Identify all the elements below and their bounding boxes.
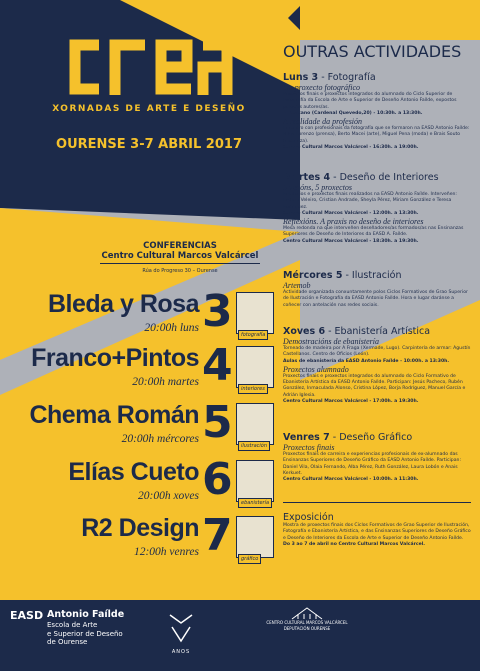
- activity-day: [283, 172, 471, 245]
- centro-cultural-logo: [290, 606, 324, 620]
- anos-text: ANOS: [171, 649, 191, 655]
- school-name: Antonio Faílde: [47, 609, 125, 620]
- speaker-day-number: 7: [202, 510, 233, 561]
- speaker-name: Franco+Pintos: [31, 344, 199, 372]
- conferences-header: [100, 241, 260, 274]
- activity-text: Proxectos finais e proxectos integrados do alumnado do Ciclo Formativo de Ebanistería Artística da EASD Antonio Faílde. Participan: Jesús Pacheco, Rubén González, Inmaculada Alonso, Cristina López, Borja Rodríguez, Manuel García e Adrián Iglesia.: [283, 373, 466, 398]
- activity-place: Centro Cultural Marcos Valcárcel - 12:00h. a 13:30h.: [283, 210, 419, 216]
- speaker-row: [0, 397, 282, 461]
- speaker-row: [0, 510, 282, 574]
- speaker-name: Bleda y Rosa: [47, 290, 199, 318]
- activity-text: Mesa redonda na que interveñen deseñadores/as formados/as nas Ensinanzas Superiores de Deseño de Interiores da EASD A. Faílde.: [283, 226, 464, 238]
- activity-text: Actividade organizada conxuntamente polos Ciclos Formativos de Grao Superior de Ilustración e Fotografía da EASD Antonio Faílde. Hora e lugar daránse a coñecer con antelación nas redes sociais.: [283, 290, 468, 308]
- portrait-photo-icon: [236, 292, 274, 334]
- speaker-day-number: 6: [202, 454, 233, 505]
- speaker-time: 20:00h martes: [132, 376, 199, 388]
- speaker-name: Chema Román: [29, 401, 199, 429]
- speaker-time: 20:00h mércores: [121, 433, 199, 445]
- speaker-day-number: 3: [202, 286, 233, 337]
- activity-text: Torneado de madeira por A Fraga (Xermade, Lugo). Carpintería de armar: Agustín Castellanos. Centro de Oficios (León).: [283, 346, 471, 358]
- crea-logo: [63, 33, 233, 101]
- conferences-heading: CONFERENCIAS: [143, 241, 217, 251]
- speaker-row: [0, 340, 282, 404]
- activity-place: Aulas de ebanistería da EASD Antonio Faílde - 10:00h. a 13:30h.: [283, 358, 450, 364]
- activity-day-title: Mércores 5 - Ilustración: [283, 270, 402, 281]
- portrait-photo-icon: [236, 516, 274, 558]
- exposicion-title: Exposición: [283, 512, 334, 523]
- conferences-venue: Centro Cultural Marcos Valcárcel: [100, 251, 260, 264]
- speaker-name: Elías Cueto: [68, 458, 199, 486]
- activity-subtitle: Un proxecto fotográfico: [283, 83, 361, 92]
- school-description: Escola de Arte e Superior de Deseño de Ourense: [47, 621, 123, 646]
- activity-text: Proxectos finais de carreira e experiencias profesionais de ex-alumnado das Ensinanzas Superiores de Deseño Gráfico da EASD Antonio Faílde. Participan: Daniel Vila, Olaia Fernando, Alba Pérez, Ruth González, Laura Lobón e Anais Kerkuet.: [283, 452, 461, 476]
- easd-label: EASD: [10, 609, 44, 622]
- activity-subtitle: 5 visións, 5 proxectos: [283, 183, 353, 192]
- activity-day: [283, 72, 471, 151]
- event-dates: OURENSE 3-7 ABRIL 2017: [56, 137, 242, 152]
- activity-place: Centro Cultural Marcos Valcárcel - 16:30h. a 19:00h.: [283, 145, 419, 151]
- anniversary-logo: [166, 611, 196, 656]
- activity-place: El Cercano (Cardenal Quevedo,20) - 10:30h. a 13:30h.: [283, 110, 423, 116]
- activity-place: Centro Cultural Marcos Valcárcel - 10:00h. a 11:30h.: [283, 477, 419, 483]
- speaker-day-number: 4: [202, 340, 233, 391]
- activity-subtitle: A realidade da profesión: [283, 117, 363, 127]
- activity-day-title: Xoves 6 - Ebanistería Artística: [283, 326, 431, 337]
- tagline: XORNADAS DE ARTE E DESEÑO: [52, 104, 246, 114]
- portrait-photo-icon: [236, 460, 274, 502]
- activity-subtitle: Reflexións. A praxis no deseño de interiores: [283, 217, 424, 227]
- activity-subtitle: Artemob: [283, 281, 311, 290]
- activity-subtitle: Proxectos alumnado: [283, 364, 349, 374]
- centro-cultural-label: CENTRO CULTURAL MARCOS VALCÁRCEL DEPUTACIÓN OURENSE: [266, 620, 348, 631]
- activity-day: [283, 432, 471, 483]
- activity-place: Centro Cultural Marcos Valcárcel - 18:30h. a 19:30h.: [283, 238, 419, 244]
- activity-place: Centro Cultural Marcos Valcárcel - 17:00h. a 19:30h.: [283, 399, 419, 405]
- activities-heading: OUTRAS ACTIVIDADES: [283, 42, 462, 61]
- bg-yellow-top-right: [300, 0, 480, 40]
- speaker-time: 20:00h xoves: [138, 490, 199, 502]
- speaker-tag: ebanistería: [238, 498, 272, 508]
- speaker-time: 20:00h luns: [144, 322, 199, 334]
- portrait-photo-icon: [236, 403, 274, 445]
- exposicion-text: Mostra de proxectos finais dos Ciclos Formativos de Grao Superior de Ilustración, Fotografía e Ebanistería Artística, e das Ensinanzas Superiores de Deseño Gráfico e Deseño de Interiores da Escola de Arte e Superior de Deseño Antonio Faílde.: [283, 523, 471, 541]
- speaker-time: 12:00h venres: [133, 546, 199, 558]
- conferences-address: Rúa do Progreso 30 – Ourense: [142, 268, 218, 274]
- portrait-photo-icon: [236, 346, 274, 388]
- speaker-name: R2 Design: [81, 514, 199, 542]
- divider: [283, 502, 471, 503]
- activity-day-title: Martes 4 - Deseño de Interiores: [283, 172, 439, 183]
- speaker-tag: interiores: [238, 384, 268, 394]
- activity-text: Proxectos finais e proxectos integrados do alumnado do Ciclo Superior de Fotografía da Escola de Arte e Superior de Deseño Antonio Faílde, expostos polos/as autores/as.: [283, 92, 457, 110]
- activity-text: Encontro con profesionais da fotografía que se formaron na EASD Antonio Faílde: Brais Lorenzo (prensa), Berto Macei (arte), Miguel Pena (moda) e Brais Souto (natureza).: [283, 126, 470, 144]
- exposicion: [283, 512, 471, 548]
- activity-subtitle: Proxectos finais: [283, 443, 335, 452]
- activity-subtitle: Demostracións de ebanistería: [283, 337, 379, 346]
- activity-day: [283, 270, 471, 309]
- speaker-tag: ilustración: [238, 441, 270, 451]
- speaker-tag: gráfico: [238, 554, 261, 564]
- activity-text: Relatorios e proxectos finais realizados na EASD Antonio Faílde. Interveñen: Ledicia Veleiro, Cristian Andrade, Sheyla Pérez, Miriam González e Teresa Rodríguez.: [283, 192, 457, 210]
- activity-day-title: Venres 7 - Deseño Gráfico: [283, 432, 413, 443]
- activity-day: [283, 326, 471, 405]
- speaker-day-number: 5: [202, 397, 233, 448]
- activity-day-title: Luns 3 - Fotografía: [283, 72, 376, 83]
- speaker-row: [0, 286, 282, 350]
- speaker-tag: fotografía: [238, 330, 268, 340]
- speaker-row: [0, 454, 282, 518]
- exposicion-place: Do 3 ao 7 de abril no Centro Cultural Marcos Valcárcel.: [283, 541, 426, 547]
